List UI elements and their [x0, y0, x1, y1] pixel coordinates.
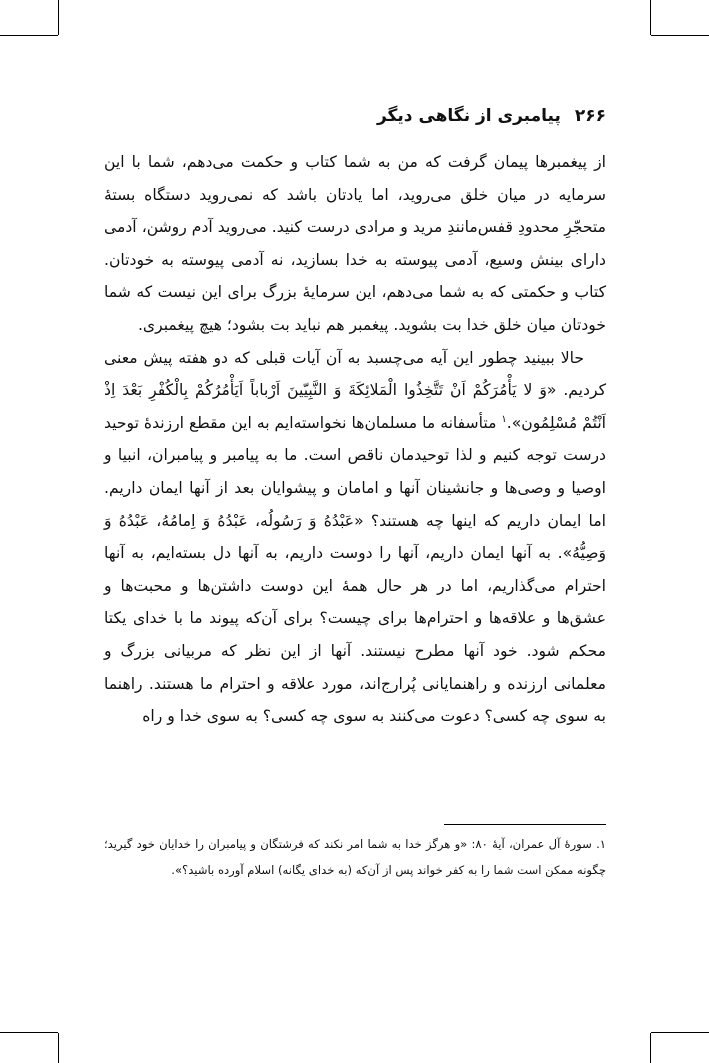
footnote-reference: ۱	[501, 413, 507, 425]
crop-mark-top-right-horizontal	[651, 35, 709, 36]
paragraph-2-opening: حالا ببینید چطور این آیه می‌چسبد به آن آیات قبلی که دو هفته پیش معنی کردیم. «وَ لا یَأْمُرَکُمْ اَنْ تَتَّخِذُوا الْمَلائِکَةَ وَ النَّبِیّینَ اَرْباباً اَیَأْمُرُکُمْ بِالْکُفْرِ بَعْدَ اِذْ اَنْتُمْ مُسْلِمُون».	[104, 348, 606, 432]
footnote: ۱. سورهٔ آل عمران، آیهٔ ۸۰: «و هرگز خدا به شما امر نکند که فرشتگان و پیامبران را خدایان خود گیرید؛ چگونه ممکن است شما را به کفر خواند پس از آن‌که (به خدای یگانه) اسلام آورده باشید؟».	[104, 837, 606, 877]
paragraph-2-continuation: متأسفانه ما مسلمان‌ها نخواسته‌ایم به این مقطع ارزندهٔ توحید درست توجه کنیم و لذا توحیدمان ناقص است. ما به پیامبر و پیامبران، انبیا و اوصیا و وصی‌ها و جانشینان آنها و امامان و پیشوایان بعد از آنها ایمان داریم. اما ایمان داریم که اینها چه هستند؟ «عَبْدُهُ وَ رَسُولُه، عَبْدُهُ وَ اِمامُهُ، عَبْدُهُ وَ وَصِیُّهُ». به آنها ایمان داریم، آنها را دوست داریم، به آنها دل بسته‌ایم، به آنها احترام می‌گذاریم، اما در هر حال همهٔ این دوست داشتن‌ها و محبت‌ها و عشق‌ها و علاقه‌ها و احترام‌ها برای چیست؟ برای آن‌که پیوند ما با خدای یکتا محکم شود. خود آنها مطرح نیستند. آنها از این نظر که مربیانی بزرگ و معلمانی ارزنده و راهنمایانی پُرارج‌اند، مورد علاقه و احترام ما هستند. راهنما به سوی چه کسی؟ دعوت می‌کنند به سوی چه کسی؟ به سوی خدا و راه	[104, 413, 606, 726]
crop-mark-top-right-vertical	[650, 0, 651, 35]
page-header	[104, 106, 606, 136]
page-number: ۲۶۶	[574, 106, 606, 126]
crop-mark-bottom-left-horizontal	[0, 1032, 58, 1033]
crop-mark-top-left-horizontal	[0, 35, 58, 36]
paragraph-2	[104, 342, 606, 733]
crop-mark-bottom-right-horizontal	[651, 1032, 709, 1033]
footnote-separator	[444, 824, 606, 825]
running-title: پیامبری از نگاهی دیگر	[376, 106, 561, 126]
paragraph-1: از پیغمبرها پیمان گرفت که من به شما کتاب و حکمت می‌دهم، شما با این سرمایه در میان خلق می‌روید، اما یادتان باشد که نمی‌روید دستگاه بستهٔ متحجّرِ محدودِ قفس‌مانندِ مرید و مرادی درست کنید. می‌روید آدم روشن، آدمی دارای بینش وسیع، آدمی پیوسته به خدا بسازید، نه آدمی پیوسته به خودتان. کتاب و حکمتی که به شما می‌دهم، این سرمایهٔ بزرگ برای این نیست که شما خودتان میان خلق خدا بت بشوید. پیغمبر هم نباید بت بشود؛ هیچ پیغمبری.	[104, 153, 606, 334]
crop-mark-bottom-left-vertical	[58, 1033, 59, 1063]
crop-mark-top-left-vertical	[58, 0, 59, 35]
crop-mark-bottom-right-vertical	[650, 1033, 651, 1063]
main-text	[104, 146, 606, 733]
